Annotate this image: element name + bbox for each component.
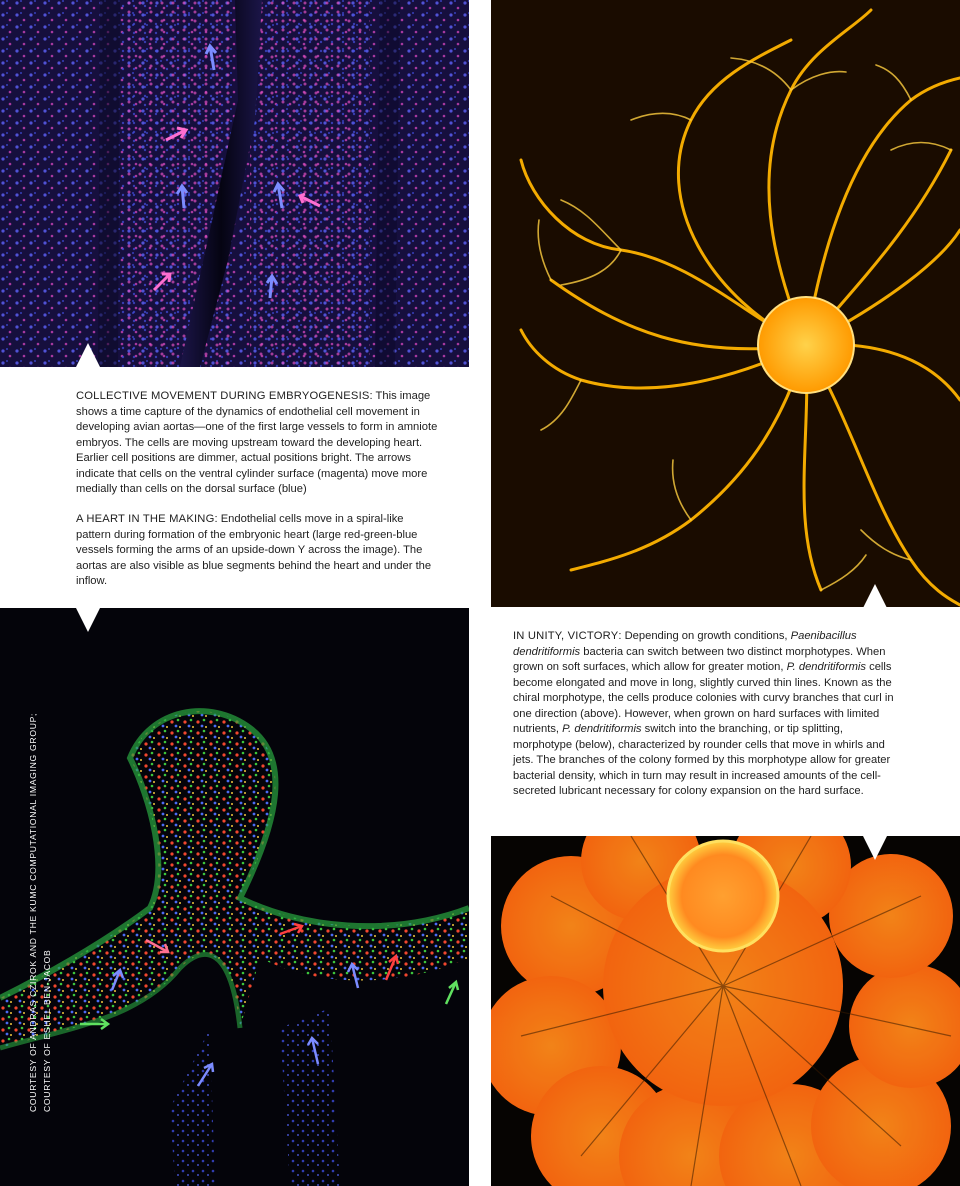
caption-body: switch into the branching, or tip splitting, morphotype (below), characterized by rounder cells that move in whirls and jets. The branches of the colony formed by this morphotype allow for greater bacterial density, which in turn may result in increased amounts of the cell-secreted lubricant necessary for colony expansion on the hard surface. <box>513 723 891 797</box>
tip-splitting-colony-image <box>491 836 960 1186</box>
credit-line: COURTESY OF ANDRAS CZIROK AND THE KUMC COMPUTATIONAL IMAGING GROUP; <box>28 712 38 1112</box>
caption-unity <box>513 629 898 812</box>
embryonic-heart-image <box>0 608 469 1186</box>
caption-heading: A HEART IN THE MAKING <box>76 513 215 525</box>
aorta-caption-pointer <box>76 343 100 367</box>
unity-caption-pointer-top <box>863 584 887 608</box>
caption-body: cells become elongated and move in long, slightly curved thin lines. Known as the chiral morphotype, the cells produce colonies with curvy branches that curl in one direction (above). However, when grown on hard surfaces with limited nutrients, <box>513 661 894 735</box>
caption-embryogenesis <box>76 389 441 510</box>
caption-body: bacteria can switch between two distinct morphotypes. When grown on soft surfaces, which allow for greater motion, <box>513 645 886 673</box>
caption-body: : Endothelial cells move in a spiral-like pattern during formation of the embryonic heart (large red-green-blue vessels forming the arms of an upside-down Y across the image). The aortas are also visible as blue segments behind the heart and under the inflow. <box>76 513 432 587</box>
caption-heading: COLLECTIVE MOVEMENT DURING EMBRYOGENESIS <box>76 390 370 402</box>
caption-heading: IN UNITY, VICTORY <box>513 630 619 642</box>
heart-caption-pointer <box>76 608 100 632</box>
species-name: Paenibacillus dendritiformis <box>513 630 857 658</box>
chiral-colony-image <box>491 0 960 607</box>
credit-line: COURTESY OF ESHEL BEN-JACOB <box>42 949 52 1112</box>
species-name: P. dendritiformis <box>786 661 866 673</box>
caption-body: : This image shows a time capture of the dynamics of endothelial cell movement in developing avian aortas—one of the first large vessels to form in amniote embryos. The cells are moving upstream toward the developing heart. Earlier cell positions are dimmer, actual positions bright. The arrows indicate that cells on the ventral cylinder surface (magenta) move more medially than cells on the dorsal surface (blue) <box>76 390 438 495</box>
caption-heart <box>76 512 441 602</box>
aorta-image <box>0 0 469 367</box>
species-name: P. dendritiformis <box>562 723 642 735</box>
image-credits <box>26 692 54 1112</box>
caption-body: : Depending on growth conditions, <box>618 630 791 642</box>
unity-caption-pointer-bottom <box>863 836 887 860</box>
